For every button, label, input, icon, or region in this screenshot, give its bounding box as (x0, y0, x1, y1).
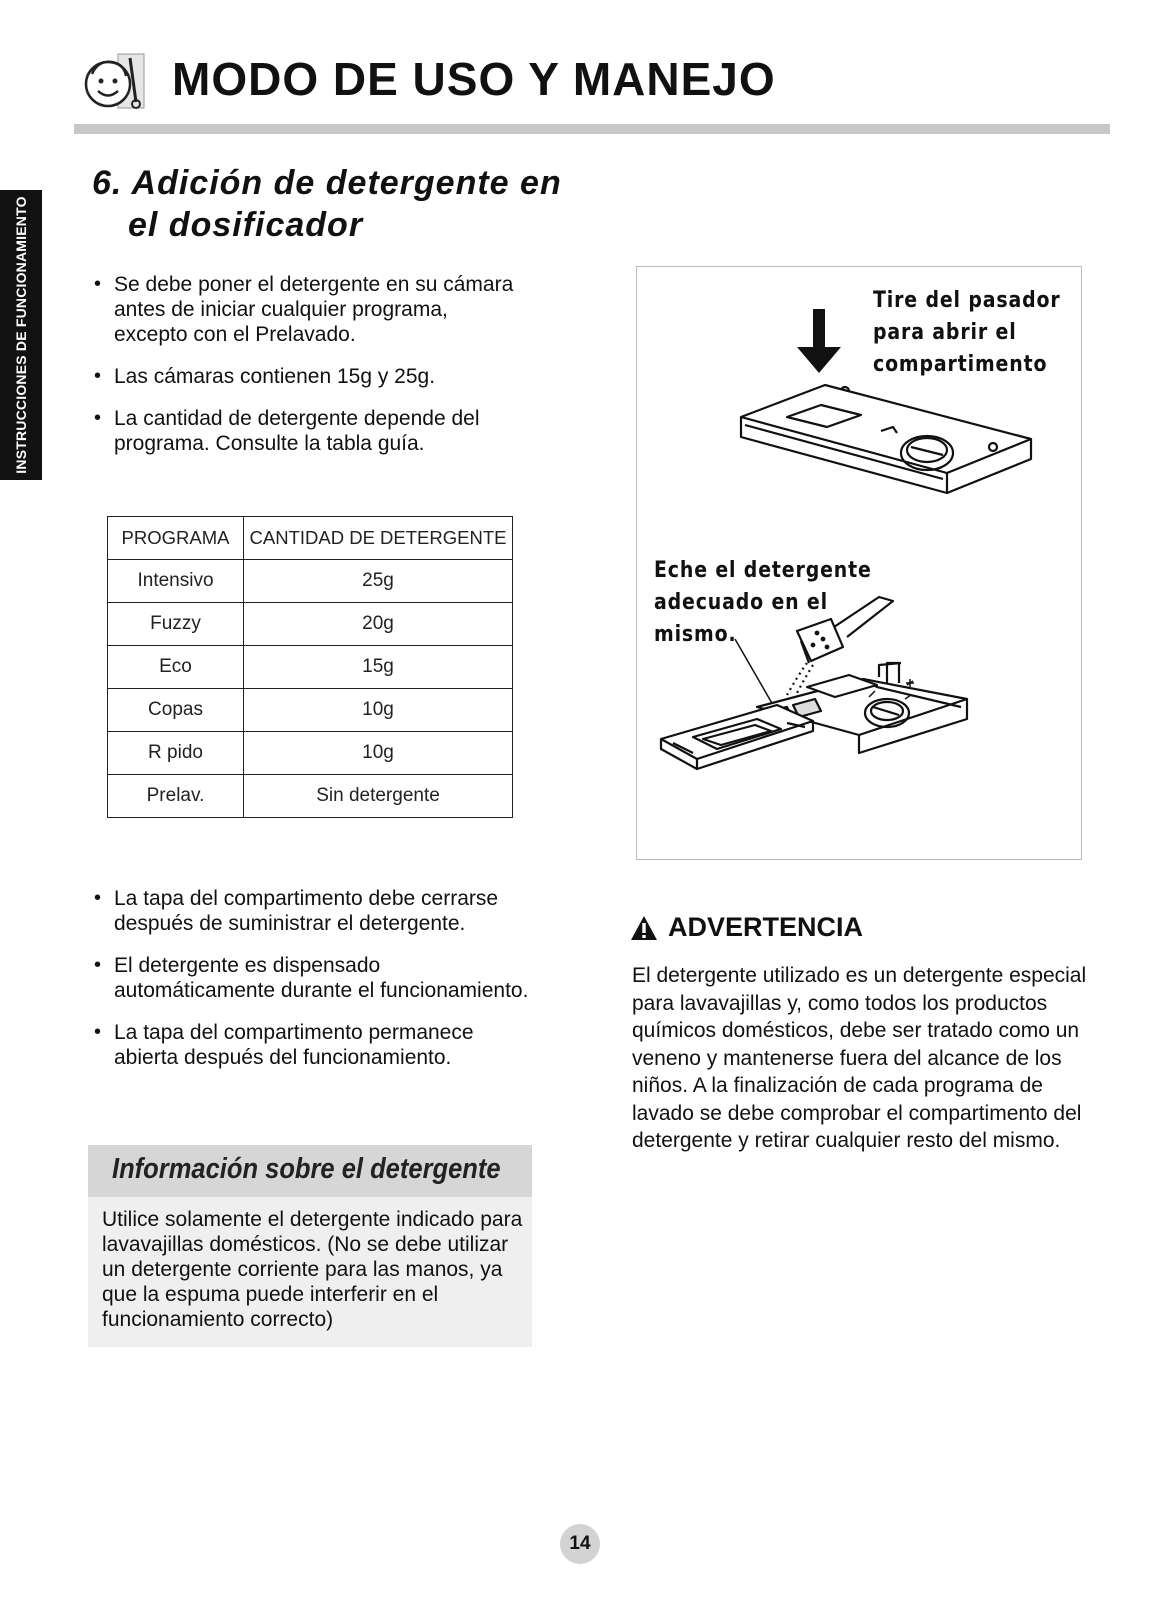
table-row (108, 646, 513, 689)
info-box-title: Información sobre el detergente (112, 1153, 501, 1185)
instructions-list-bottom (92, 886, 542, 1087)
closed-dispenser-drawing (741, 385, 1031, 493)
pour-detergent-label-line-1: Eche el detergente (654, 558, 872, 583)
pour-detergent-label (654, 555, 878, 651)
amount-cell: 10g (244, 732, 513, 775)
table-row (108, 775, 513, 818)
side-tab (0, 190, 42, 480)
amount-cell: 15g (244, 646, 513, 689)
pull-latch-label-line-2: para abrir el (873, 320, 1017, 345)
list-item: • Se debe poner el detergente en su cámara antes de iniciar cualquier programa, excepto con el Prelavado. (92, 272, 522, 347)
table-row (108, 603, 513, 646)
warning-text: El detergente utilizado es un detergente especial para lavavajillas y, como todos los productos químicos domésticos, debe ser tratado como un veneno y mantenerse fuera del alcance de los niños. A la finalización de cada programa de lavado se debe comprobar el compartimento del detergente y retirar cualquier resto del mismo. (632, 964, 1087, 1152)
amount-cell: 10g (244, 689, 513, 732)
table-row (108, 732, 513, 775)
page-title: MODO DE USO Y MANEJO (172, 53, 776, 105)
list-item: • La tapa del compartimento permanece abierta después del funcionamiento. (92, 1020, 542, 1070)
header-divider (74, 124, 1110, 134)
pull-latch-label (873, 285, 1097, 381)
program-cell: Eco (108, 646, 244, 689)
dispenser-illustration (636, 266, 1082, 860)
detergent-info-box (88, 1145, 532, 1347)
section-title-line-1: 6. Adición de detergente en (92, 164, 562, 202)
column-header-program: PROGRAMA (108, 517, 244, 560)
pull-latch-label-line-3: compartimento (873, 352, 1048, 377)
section-title (92, 162, 562, 246)
list-item: • Las cámaras contienen 15g y 25g. (92, 364, 522, 389)
program-cell: Copas (108, 689, 244, 732)
detergent-table (107, 516, 513, 818)
amount-cell: Sin detergente (244, 775, 513, 818)
warning-heading (630, 912, 863, 943)
instructions-list-top (92, 272, 522, 473)
open-dispenser-drawing (661, 663, 967, 769)
amount-cell: 25g (244, 560, 513, 603)
list-item: • La cantidad de detergente depende del programa. Consulte la tabla guía. (92, 406, 522, 456)
warning-heading-text: ADVERTENCIA (668, 912, 864, 942)
warning-triangle-icon (630, 915, 658, 941)
info-box-text: Utilice solamente el detergente indicado para lavavajillas domésticos. (No se debe utilizar un detergente corriente para las manos, ya que la espuma puede interferir en el funcionamiento correcto) (102, 1208, 523, 1331)
program-cell: Fuzzy (108, 603, 244, 646)
side-tab-label: INSTRUCCIONES DE FUNCIONAMIENTO (13, 196, 29, 474)
list-item: • La tapa del compartimento debe cerrarse después de suministrar el detergente. (92, 886, 542, 936)
info-box-header (88, 1145, 532, 1197)
pull-latch-label-line-1: Tire del pasador (873, 288, 1061, 313)
table-header-row (108, 517, 513, 560)
mascot-with-tools-icon (78, 48, 150, 114)
amount-cell: 20g (244, 603, 513, 646)
column-header-amount: CANTIDAD DE DETERGENTE (244, 517, 513, 560)
table-row (108, 689, 513, 732)
section-title-line-2: el dosificador (128, 206, 364, 244)
down-arrow-icon (797, 309, 841, 373)
program-cell: R pido (108, 732, 244, 775)
pour-detergent-label-line-3: mismo. (654, 622, 737, 647)
table-row (108, 560, 513, 603)
page-number: 14 (560, 1524, 600, 1564)
program-cell: Intensivo (108, 560, 244, 603)
list-item: • El detergente es dispensado automáticamente durante el funcionamiento. (92, 953, 542, 1003)
pour-detergent-label-line-2: adecuado en el (654, 590, 828, 615)
program-cell: Prelav. (108, 775, 244, 818)
